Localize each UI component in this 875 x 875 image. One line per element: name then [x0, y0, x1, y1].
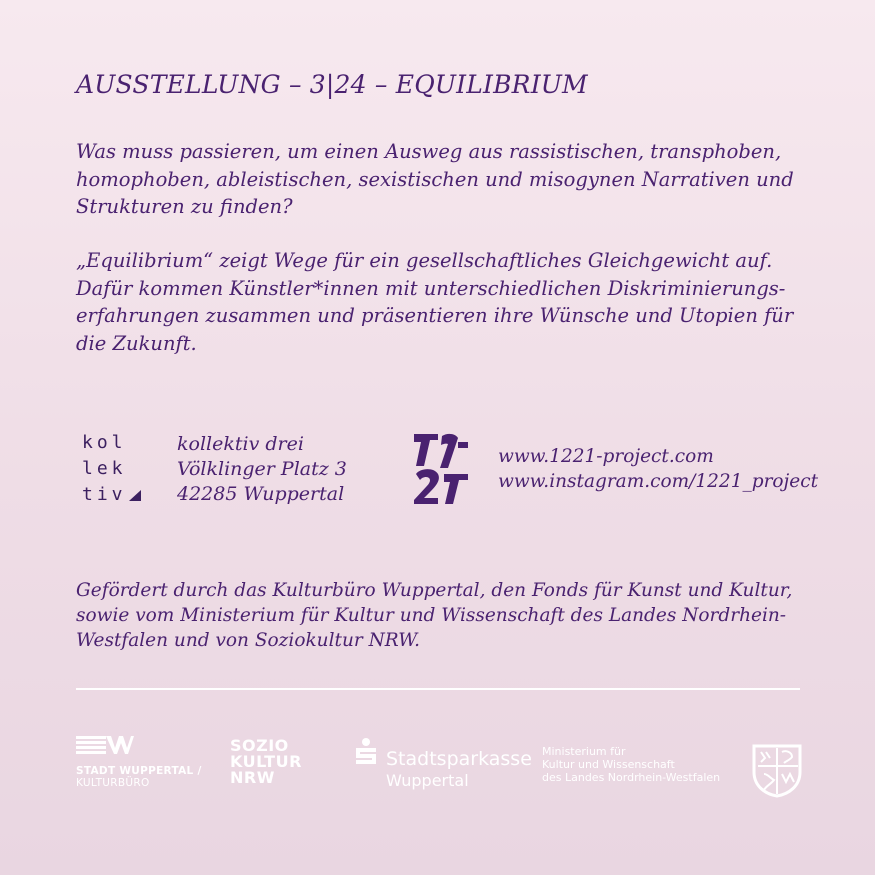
- sparkasse-name: Stadtsparkasse: [386, 748, 532, 770]
- ministerium-line: Kultur und Wissenschaft: [542, 758, 675, 771]
- kollektiv-logo-line: tiv: [82, 484, 127, 505]
- sozio-text: SOZIO: [230, 736, 289, 755]
- nrw-text: NRW: [230, 768, 275, 787]
- kollektiv-logo-line: kol: [82, 432, 127, 453]
- website-link[interactable]: www.1221-project.com: [498, 446, 714, 467]
- kollektiv-logo-line: lek: [82, 458, 127, 479]
- page-title: AUSSTELLUNG – 3|24 – EQUILIBRIUM: [76, 70, 588, 99]
- ministerium-logo: [542, 745, 720, 784]
- instagram-link[interactable]: www.instagram.com/1221_project: [498, 471, 819, 492]
- address-block: [177, 432, 347, 507]
- 1221-logo-icon: [412, 432, 470, 506]
- sparkasse-s-icon: [354, 738, 378, 768]
- links-block: [498, 444, 818, 494]
- triangle-icon: [129, 490, 141, 501]
- ministerium-line: des Landes Nordrhein-Westfalen: [542, 771, 721, 784]
- funding-note: Gefördert durch das Kulturbüro Wuppertal, den Fonds für Kunst und Kultur, sowie vom Ministerium für Kultur und Wissenschaft des Landes Nordrhein-Westfalen und von Soziokultur NRW.: [76, 580, 793, 651]
- ministerium-line: Ministerium für: [542, 745, 626, 758]
- 1221-project-logo: [412, 432, 470, 510]
- wuppertal-label: STADT WUPPERTAL /: [76, 765, 202, 777]
- coat-of-arms-icon: [752, 744, 802, 798]
- address-street: Völklinger Platz 3: [177, 458, 347, 480]
- kulturbuero-label: KULTURBÜRO: [76, 777, 150, 789]
- address-city: 42285 Wuppertal: [177, 483, 345, 505]
- kollektiv-logo-line-last: [82, 482, 141, 508]
- wuppertal-wave-icon: [76, 735, 134, 755]
- soziokultur-nrw-logo: [230, 738, 302, 786]
- stadtsparkasse-logo: [354, 738, 532, 790]
- nrw-coat-of-arms: [752, 744, 802, 802]
- stadt-wuppertal-logo: [76, 735, 202, 789]
- kollektiv-drei-logo: [82, 430, 141, 508]
- sparkasse-city: Wuppertal: [386, 771, 469, 790]
- address-name: kollektiv drei: [177, 433, 304, 455]
- divider: [76, 688, 800, 690]
- intro-question: Was muss passieren, um einen Ausweg aus rassistischen, transphoben, homophoben, ableistischen, sexistischen und misogynen Narrativen und Strukturen zu finden?: [76, 140, 794, 218]
- kultur-text: KULTUR: [230, 752, 302, 771]
- intro-description: „Equilibrium“ zeigt Wege für ein gesellschaftliches Gleichgewicht auf. Dafür kommen Künstler*innen mit unterschiedlichen Diskriminierungs-erfahrungen zusammen und präsentieren ihre Wünsche und Utopien für die Zukunft.: [76, 249, 794, 355]
